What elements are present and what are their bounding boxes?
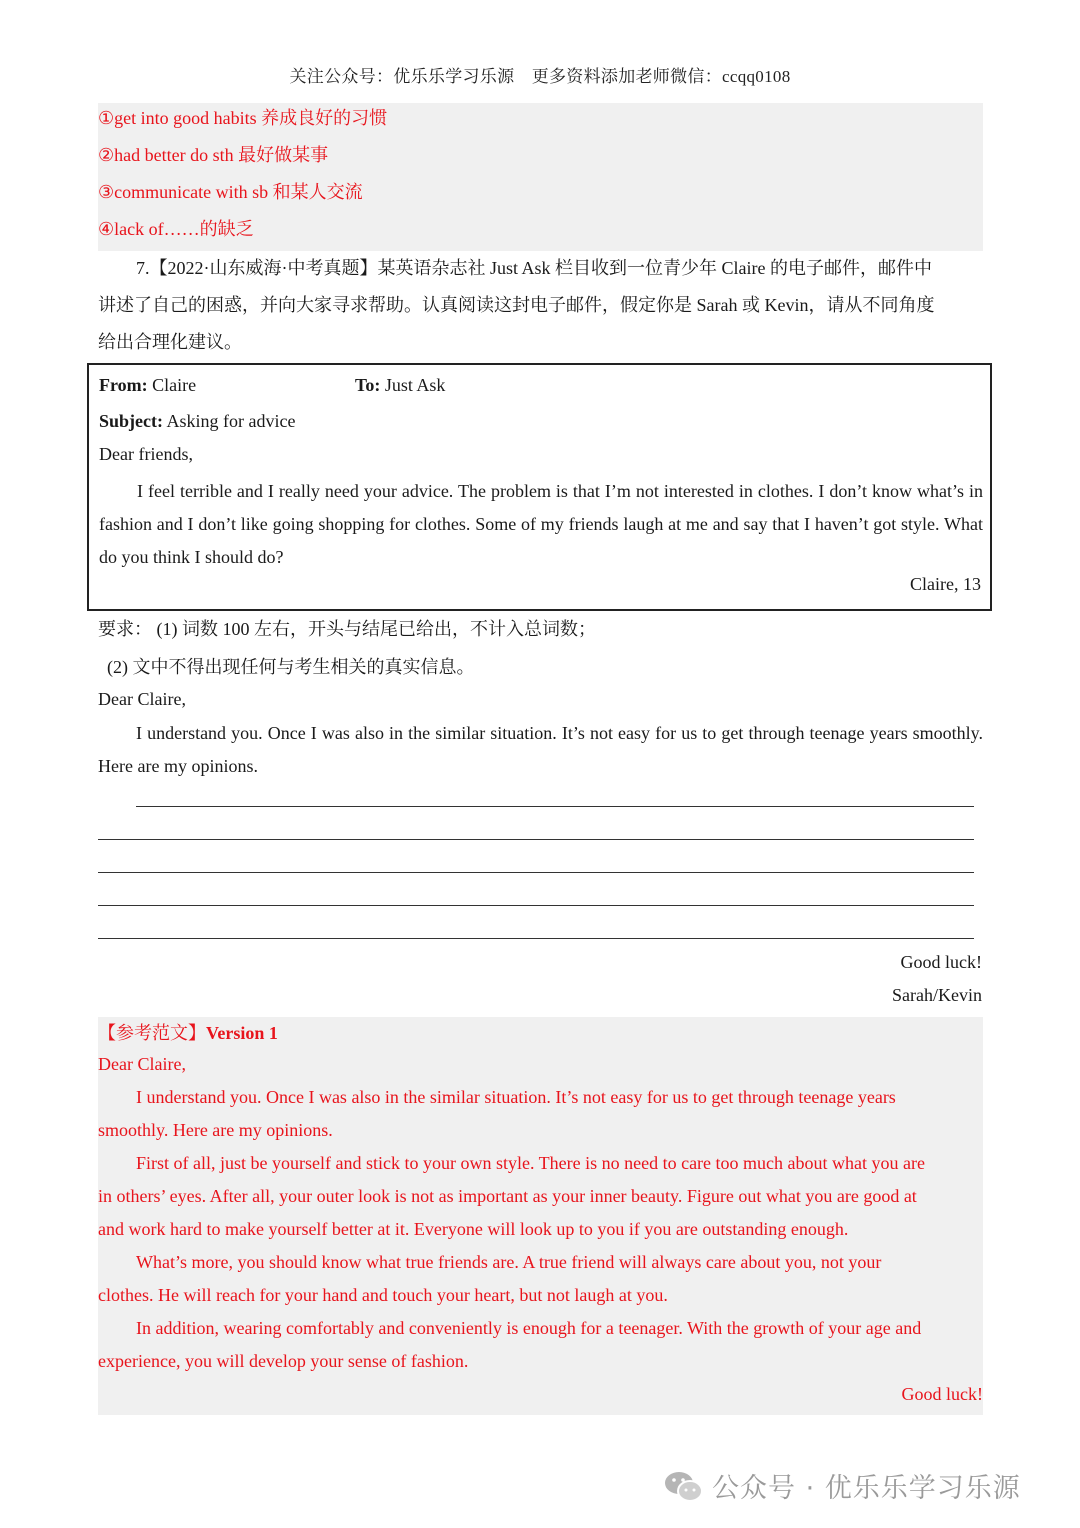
question-line: 给出合理化建议。 xyxy=(98,332,242,352)
email-subject xyxy=(99,411,295,432)
sample-title-cn: 【参考范文】 xyxy=(98,1023,206,1043)
answer-line xyxy=(98,839,974,840)
vocab-item: ③communicate with sb 和某人交流 xyxy=(98,182,363,202)
watermark: 公众号 · 优乐乐学习乐源 xyxy=(712,1473,1021,1504)
letter-greeting: Dear Claire, xyxy=(98,689,186,709)
requirement-1: 要求： (1) 词数 100 左右，开头与结尾已给出，不计入总词数； xyxy=(98,619,596,639)
sample-line: clothes. He will reach for your hand and touch your heart, but not laugh at you. xyxy=(98,1285,668,1305)
email-box xyxy=(87,363,992,611)
email-from xyxy=(99,375,196,396)
email-greeting: Dear friends, xyxy=(99,444,193,464)
sample-line: smoothly. Here are my opinions. xyxy=(98,1120,333,1140)
letter-body: I understand you. Once I was also in the similar situation. It’s not easy for us to get through teenage years smoothly. Here are my opinions. xyxy=(98,723,983,776)
sample-line: experience, you will develop your sense of fashion. xyxy=(98,1351,469,1371)
sample-title xyxy=(98,1019,983,1045)
email-signature: Claire, 13 xyxy=(910,574,981,594)
answer-line xyxy=(98,872,974,873)
sample-greeting: Dear Claire, xyxy=(98,1054,186,1074)
vocab-list xyxy=(98,103,983,251)
letter-closing: Good luck! xyxy=(900,952,982,972)
answer-line xyxy=(98,938,974,939)
question-prompt xyxy=(98,250,983,361)
letter-signature: Sarah/Kevin xyxy=(892,985,982,1005)
wechat-icon xyxy=(664,1470,704,1504)
sample-line: and work hard to make yourself better at it. Everyone will look up to you if you are outstanding enough. xyxy=(98,1219,849,1239)
question-line: 7.【2022·山东威海·中考真题】某英语杂志社 Just Ask 栏目收到一位青少年 Claire 的电子邮件，邮件中 xyxy=(136,258,932,278)
page-header: 关注公众号：优乐乐学习乐源 更多资料添加老师微信：ccqq0108 xyxy=(289,67,791,86)
subject-label: Subject: xyxy=(99,411,163,431)
sample-title-en: Version 1 xyxy=(206,1023,278,1043)
subject-value: Asking for advice xyxy=(163,411,296,431)
sample-line: in others’ eyes. After all, your outer look is not as important as your inner beauty. Figure out what you are good at xyxy=(98,1186,917,1206)
email-to xyxy=(355,375,445,396)
sample-closing: Good luck! xyxy=(901,1384,983,1404)
vocab-item: ②had better do sth 最好做某事 xyxy=(98,145,329,165)
email-body: I feel terrible and I really need your advice. The problem is that I’m not interested in clothes. I don’t know what’s in fashion and I don’t like going shopping for clothes. Some of my friends laugh at me and say that I haven’t got style. What do you think I should do? xyxy=(99,481,983,567)
question-line: 讲述了自己的困惑，并向大家寻求帮助。认真阅读这封电子邮件，假定你是 Sarah 或 Kevin，请从不同角度 xyxy=(98,295,935,315)
sample-essay xyxy=(98,1017,983,1415)
to-label: To: xyxy=(355,375,381,395)
answer-line xyxy=(136,806,974,807)
requirement-2: (2) 文中不得出现任何与考生相关的真实信息。 xyxy=(107,657,475,677)
answer-line xyxy=(98,905,974,906)
from-label: From: xyxy=(99,375,148,395)
from-value: Claire xyxy=(147,375,197,395)
sample-line: What’s more, you should know what true friends are. A true friend will always care about you, not your xyxy=(136,1252,882,1272)
vocab-item: ①get into good habits 养成良好的习惯 xyxy=(98,108,388,128)
vocab-item: ④lack of……的缺乏 xyxy=(98,219,254,239)
sample-line: I understand you. Once I was also in the similar situation. It’s not easy for us to get through teenage years xyxy=(136,1087,896,1107)
sample-line: First of all, just be yourself and stick to your own style. There is no need to care too much about what you are xyxy=(136,1153,925,1173)
sample-line: In addition, wearing comfortably and conveniently is enough for a teenager. With the growth of your age and xyxy=(136,1318,922,1338)
to-value: Just Ask xyxy=(380,375,446,395)
